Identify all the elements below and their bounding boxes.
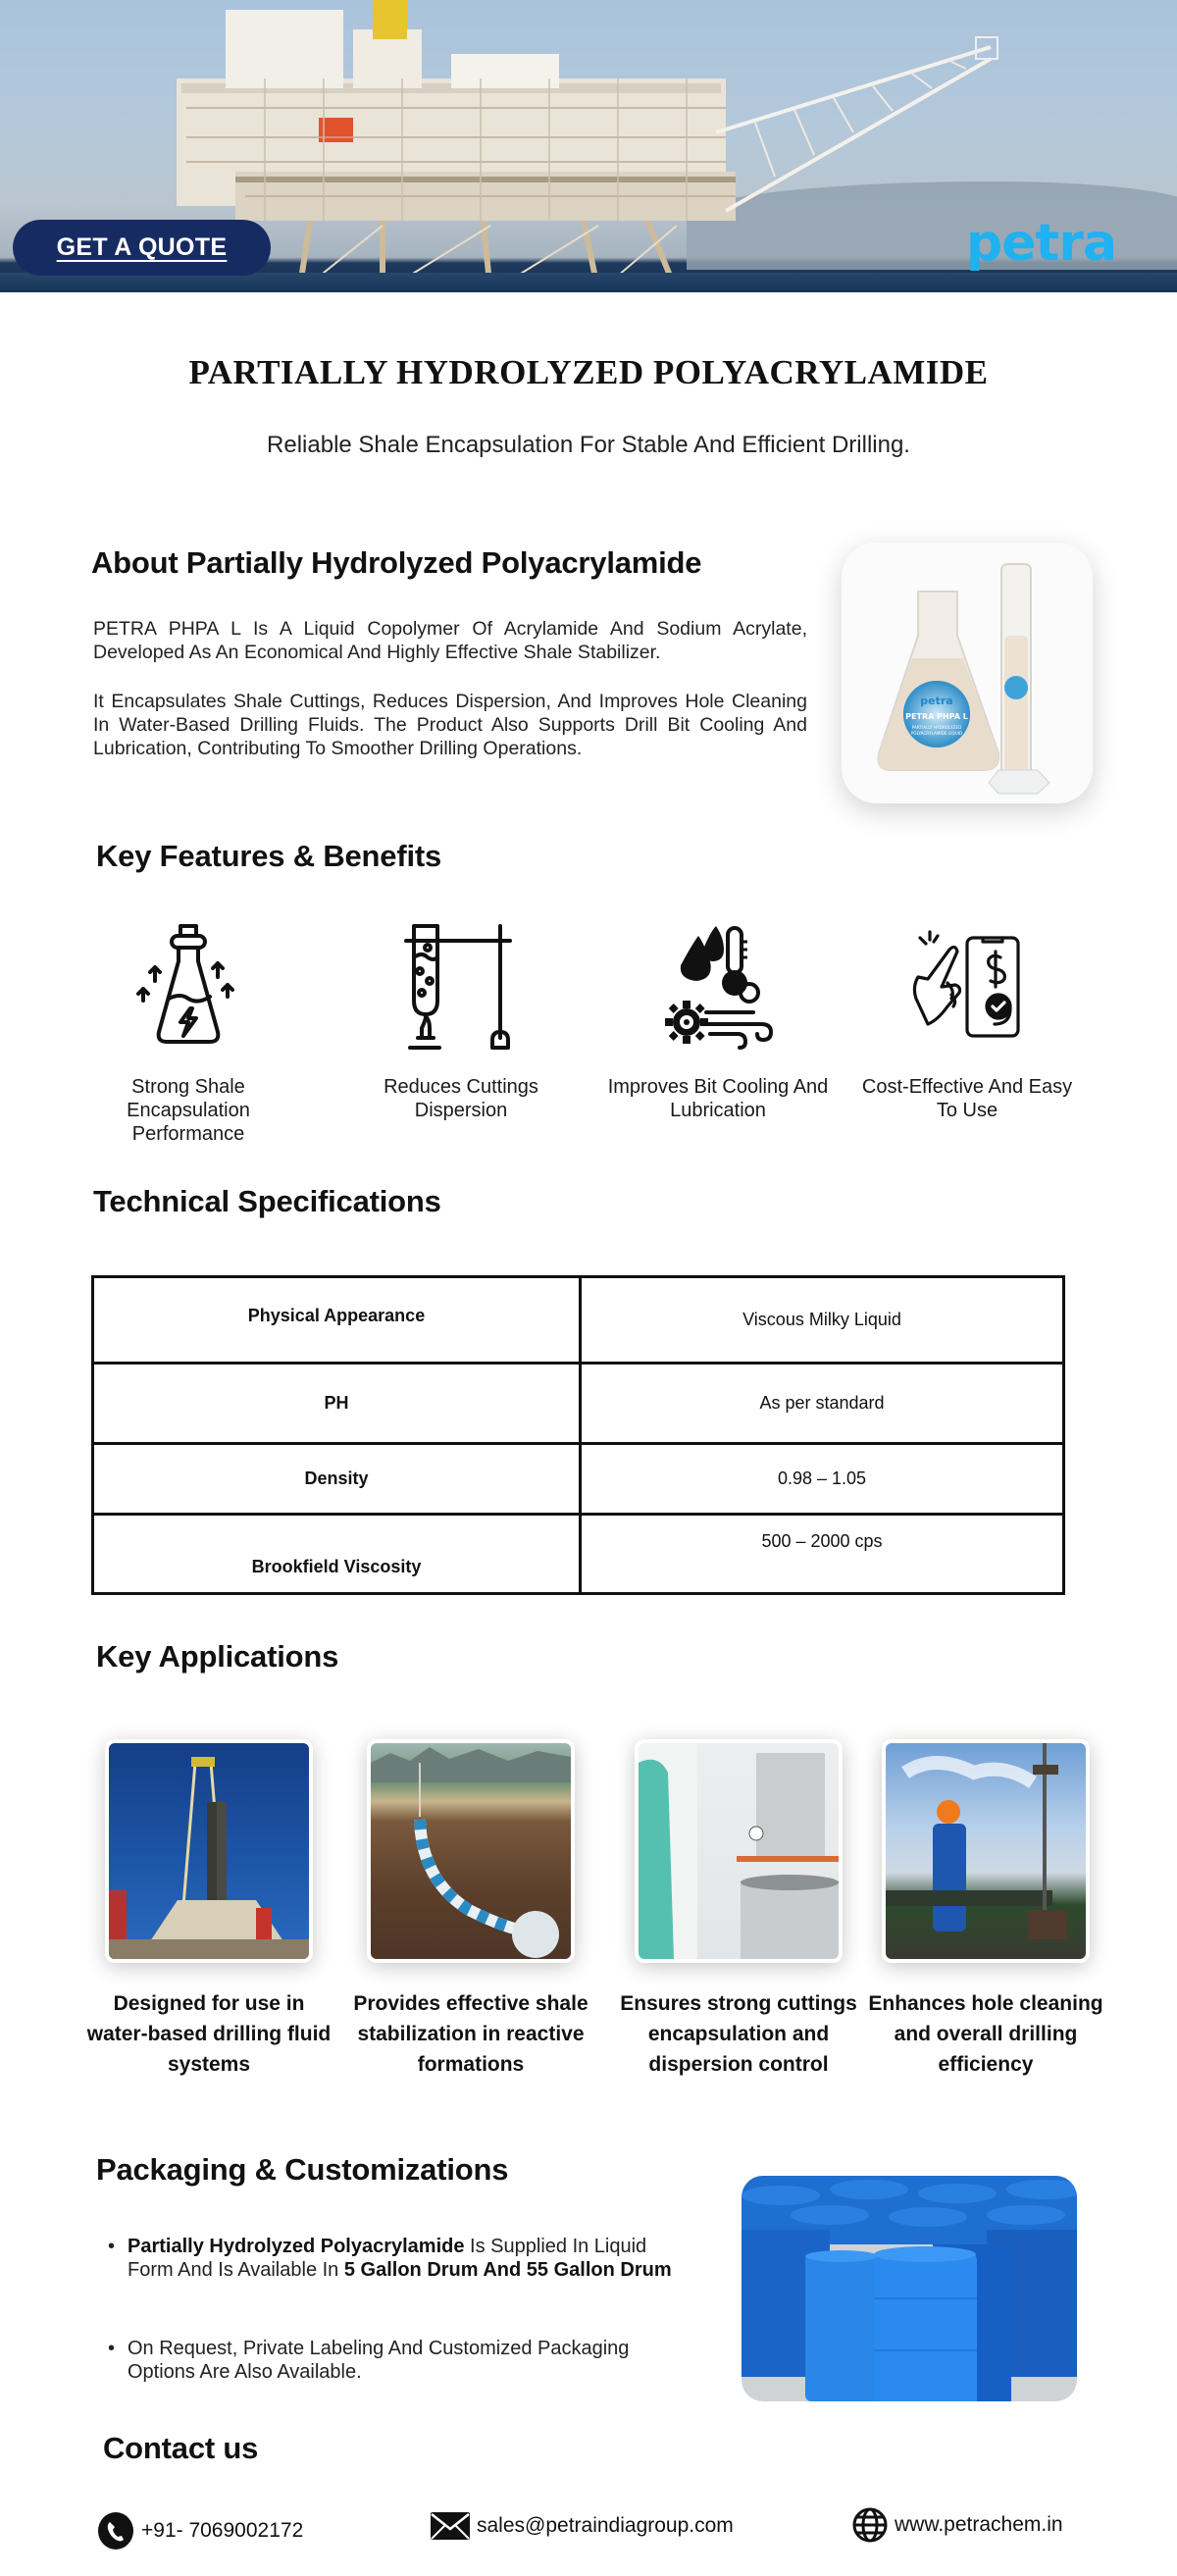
table-row: [93, 1444, 1064, 1515]
feature-label: Cost-Effective And Easy To Use: [861, 1076, 1073, 1121]
spec-value: Viscous Milky Liquid: [581, 1277, 1064, 1364]
spec-property: Physical Appearance: [93, 1277, 581, 1364]
application-card: [611, 1739, 866, 2080]
product-flask-cylinder-illustration: [842, 542, 1093, 803]
application-card: [81, 1739, 336, 2080]
feature-label: Reduces Cuttings Dispersion: [384, 1076, 538, 1121]
packaging-product-name: Partially Hydrolyzed Polyacrylamide: [128, 2236, 465, 2257]
page-title: PARTIALLY HYDROLYZED POLYACRYLAMIDE: [188, 353, 989, 391]
specs-table: [91, 1275, 1065, 1595]
packaging-bullet-1: [108, 2235, 696, 2282]
spec-value: As per standard: [581, 1364, 1064, 1444]
specs-heading: Technical Specifications: [93, 1184, 441, 1218]
blue-drums-photo: [742, 2176, 1077, 2401]
spec-property: PH: [93, 1364, 581, 1444]
page-subtitle: Reliable Shale Encapsulation For Stable And Efficient Drilling.: [267, 432, 910, 458]
label-name: PETRA PHPA L: [905, 712, 968, 721]
contact-website[interactable]: [851, 2506, 1063, 2544]
get-a-quote-label: GET A QUOTE: [56, 233, 228, 261]
get-a-quote-button[interactable]: [13, 220, 271, 276]
hero-banner: [0, 0, 1177, 292]
hero-sea: [0, 273, 1177, 292]
packaging-sizes: 5 Gallon Drum And 55 Gallon Drum: [343, 2259, 672, 2281]
contact-phone[interactable]: [96, 2511, 303, 2550]
feature-item: [600, 922, 836, 1122]
cooling-lubrication-icon: [659, 922, 777, 1050]
packaging-heading: Packaging & Customizations: [96, 2152, 509, 2187]
feature-label: Improves Bit Cooling And Lubrication: [607, 1076, 829, 1121]
about-paragraph-1: PETRA PHPA L Is A Liquid Copolymer Of Acrylamide And Sodium Acrylate, Developed As An Economical And Highly Effective Shale Stabilizer.: [93, 618, 807, 663]
table-row: [93, 1364, 1064, 1444]
packaging-bullet-2: • On Request, Private Labeling And Customized Packaging Options Are Also Available.: [108, 2337, 696, 2384]
spec-property: Brookfield Viscosity: [93, 1515, 581, 1594]
table-row: [93, 1515, 1064, 1594]
contact-email[interactable]: [430, 2511, 734, 2541]
application-card: [858, 1739, 1113, 2080]
contact-website-text: www.petrachem.in: [895, 2513, 1063, 2536]
feature-label: Strong Shale Encapsulation Performance: [127, 1076, 250, 1145]
lab-mixing-tank-photo: [635, 1739, 843, 1963]
label-brand: petra: [920, 695, 953, 707]
table-row: [93, 1277, 1064, 1364]
application-caption: Provides effective shale stabilization in reactive formations: [353, 1992, 588, 2076]
contact-phone-text: +91- 7069002172: [141, 2519, 304, 2542]
label-line2: POLYACRYLAMIDE LIQUID: [910, 731, 963, 736]
petra-logo[interactable]: petra: [966, 214, 1117, 273]
email-icon: [430, 2511, 471, 2541]
test-tube-stand-icon: [402, 922, 520, 1050]
features-heading: Key Features & Benefits: [96, 839, 442, 873]
application-caption: Ensures strong cuttings encapsulation and dispersion control: [620, 1992, 857, 2076]
about-paragraph-2: It Encapsulates Shale Cuttings, Reduces Dispersion, And Improves Hole Cleaning In Water-Based Drilling Fluids. The Product Also Supports Drill Bit Cooling And Lubrication, Contributing To Smoother Drilling Operations.: [93, 691, 807, 759]
shale-drilling-illustration: [367, 1739, 575, 1963]
spec-value: 500 – 2000 cps: [581, 1515, 1064, 1594]
packaging-text: Is Supplied In Liquid Form And Is Available In: [128, 2236, 647, 2281]
feature-item: [343, 922, 579, 1122]
label-line1: PARTIALLY HYDROLYZED: [911, 725, 962, 730]
packaging-list: [108, 2235, 696, 2439]
wellhead-engineer-photo: [882, 1739, 1090, 1963]
feature-item: [71, 922, 306, 1146]
flask-energy-icon: [129, 922, 247, 1050]
cost-effective-phone-icon: [908, 922, 1026, 1050]
spec-property: Density: [93, 1444, 581, 1515]
phone-icon: [96, 2511, 135, 2550]
spec-value: 0.98 – 1.05: [581, 1444, 1064, 1515]
feature-item: [849, 922, 1085, 1122]
application-caption: Designed for use in water-based drilling fluid systems: [86, 1992, 332, 2076]
contact-heading: Contact us: [103, 2431, 259, 2465]
applications-heading: Key Applications: [96, 1639, 339, 1674]
about-heading: About Partially Hydrolyzed Polyacrylamide: [91, 545, 702, 580]
globe-icon: [851, 2506, 889, 2544]
product-image: [842, 542, 1093, 803]
contact-email-text: sales@petraindiagroup.com: [477, 2514, 734, 2537]
drilling-rig-photo: [105, 1739, 313, 1963]
application-caption: Enhances hole cleaning and overall drilling efficiency: [868, 1992, 1103, 2076]
application-card: [343, 1739, 598, 2080]
